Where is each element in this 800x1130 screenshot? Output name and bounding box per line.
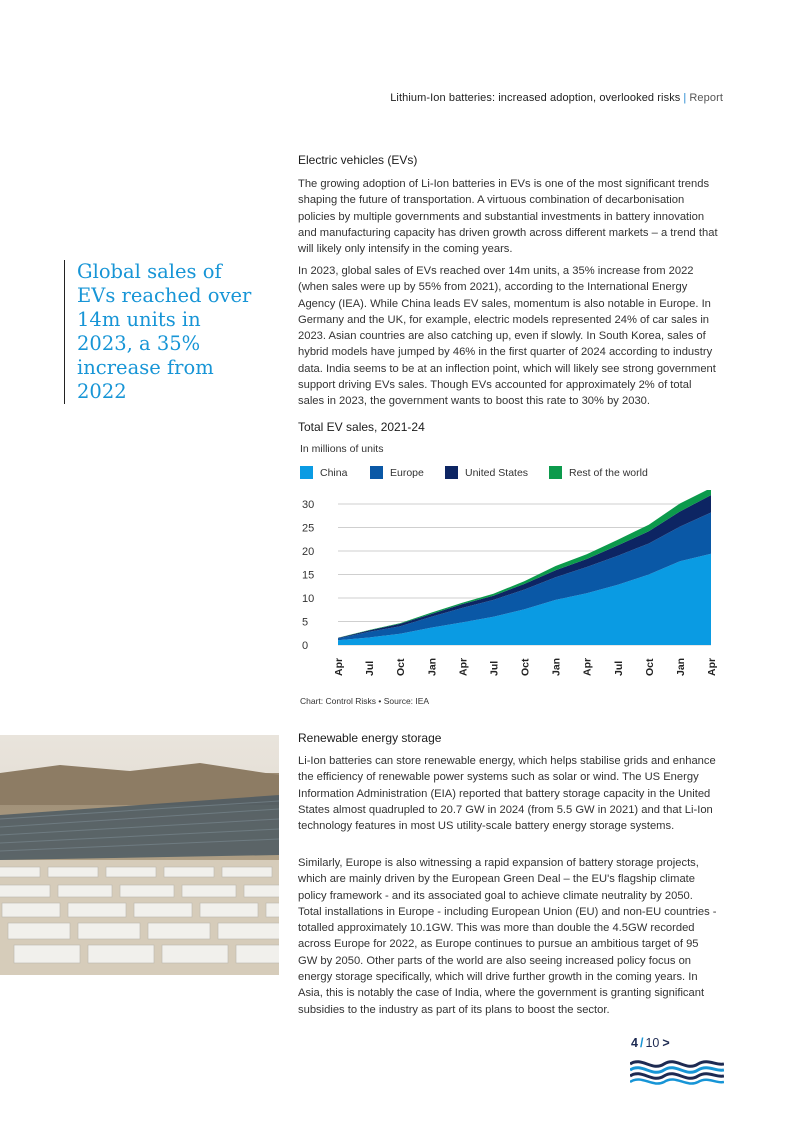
battery-container [78, 923, 140, 939]
x-axis-ticks [333, 658, 718, 676]
legend-item-europe [370, 466, 424, 479]
battery-container [58, 885, 112, 897]
y-tick-label: 15 [302, 569, 315, 582]
legend-swatch-china [300, 466, 313, 479]
x-tick-label: Oct [519, 658, 532, 676]
battery-container [0, 867, 40, 877]
x-tick-label: Apr [333, 657, 345, 676]
y-tick-label: 0 [302, 640, 309, 652]
x-tick-label: Jul [612, 660, 625, 676]
x-tick-label: Jul [364, 660, 377, 676]
legend-label-china: China [320, 466, 348, 479]
legend-swatch-europe [370, 466, 383, 479]
next-page-arrow[interactable]: > [662, 1036, 670, 1050]
total-pages: 10 [645, 1036, 660, 1050]
pull-quote: Global sales of EVs reached over 14m units in 2023, a 35% increase from 2022 [64, 260, 262, 404]
ev-paragraph-1: The growing adoption of Li-Ion batteries in EVs is one of the most significant trends shaping the future of transportation. A virtuous combination of decarbonisation policies by multiple governments and substantial investments in battery innovation and manufacturing capacity has driven growth across different markets – a trend that will likely only intensify in the coming years. [298, 178, 718, 256]
storage-paragraph-2: Similarly, Europe is also witnessing a rapid expansion of battery storage projects, which are mainly driven by the European Green Deal – the EU's flagship climate policy framework - and its associated goal to achieve climate neutrality by 2050. Total installations in Europe - including European Union (EU) and non-EU countries - totalled approximately 10.1GW. This was more than double the 4.5GW recorded across Europe for 2022, as Europe continues to pursue an ambitious target of 95 GW by 2050. Other parts of the world are also seeing increased policy focus on energy storage specifically, which will drive further growth in the coming years. In Asia, this is notably the case of India, where the government is granting significant subsidies to the industry as part of its plans to boost the sector. [298, 857, 717, 1016]
chart-legend [300, 466, 720, 482]
y-tick-label: 30 [302, 499, 315, 511]
battery-container [88, 945, 154, 963]
battery-container [14, 945, 80, 963]
y-tick-label: 10 [302, 593, 315, 605]
legend-swatch-united-states [445, 466, 458, 479]
x-tick-label: Jan [550, 657, 563, 676]
ev-sales-area-chart [290, 490, 730, 690]
x-tick-label: Apr [457, 657, 470, 676]
y-axis-ticks [302, 499, 314, 652]
battery-container [266, 903, 279, 917]
x-tick-label: Apr [581, 657, 594, 676]
battery-container [236, 945, 279, 963]
y-tick-label: 20 [302, 546, 315, 558]
page-slash: / [639, 1036, 644, 1050]
battery-container [244, 885, 279, 897]
storage-section-heading: Renewable energy storage [298, 731, 442, 745]
company-logo [630, 1058, 724, 1086]
battery-container [218, 923, 279, 939]
battery-container [200, 903, 258, 917]
battery-container [134, 903, 192, 917]
y-tick-label: 25 [302, 522, 315, 535]
legend-swatch-rest-of-world [549, 466, 562, 479]
page-number [631, 1036, 670, 1050]
y-tick-label: 5 [302, 616, 309, 629]
x-tick-label: Apr [706, 657, 718, 676]
running-header [390, 92, 723, 104]
battery-container [182, 885, 236, 897]
legend-item-united-states [445, 466, 528, 479]
legend-label-rest-of-world: Rest of the world [569, 466, 648, 479]
legend-label-europe: Europe [390, 466, 424, 479]
chart-unit-label: In millions of units [300, 443, 384, 455]
battery-container [106, 867, 156, 877]
current-page: 4 [631, 1036, 638, 1050]
battery-container [222, 867, 272, 877]
chart-title: Total EV sales, 2021-24 [298, 420, 425, 434]
battery-container [0, 885, 50, 897]
x-tick-label: Jul [488, 660, 501, 676]
chart-source: Chart: Control Risks • Source: IEA [300, 696, 430, 706]
battery-container [8, 923, 70, 939]
battery-container [120, 885, 174, 897]
legend-label-united-states: United States [465, 466, 529, 479]
x-tick-label: Oct [395, 658, 408, 676]
x-tick-label: Jan [426, 657, 439, 676]
x-tick-label: Jan [674, 657, 687, 676]
battery-container [48, 867, 98, 877]
battery-container [2, 903, 60, 917]
header-separator: | [683, 92, 687, 104]
storage-paragraph-1: Li-Ion batteries can store renewable energy, which helps stabilise grids and enhance the efficiency of renewable power systems such as solar or wind. The US Energy Information Administration (EIA) reported that battery storage capacity in the United States almost quadrupled to 20.7 GW in 2024 (from 5.5 GW in 2021) and that Li-Ion technology features in most US utility-scale battery energy storage systems. [298, 755, 716, 833]
report-title: Lithium-Ion batteries: increased adoption, overlooked risks [390, 92, 681, 104]
legend-item-china [300, 466, 347, 479]
battery-container [164, 867, 214, 877]
x-tick-label: Oct [643, 658, 656, 676]
battery-container [148, 923, 210, 939]
report-section-label: Report [689, 92, 723, 104]
ev-paragraph-2: In 2023, global sales of EVs reached over 14m units, a 35% increase from 2022 (when sales were up by 55% from 2021), according to the International Energy Agency (IEA). While China leads EV sales, momentum is also notable in Europe. In Germany and the UK, for example, electric models represented 24% of car sales in 2023. Asian countries are also catching up, even if slowly. In South Korea, sales of hybrid models have jumped by 46% in the first quarter of 2024 according to industry data. India seems to be at an inflection point, which will likely see strong government support driving EVs sales. Though EVs accounted for approximately 2% of total sales in 2023, the government wants to boost this rate to 30% by 2030. [298, 265, 716, 408]
battery-storage-site-photo [0, 735, 279, 975]
legend-item-rest-of-world [549, 466, 648, 479]
battery-container [162, 945, 228, 963]
ev-section-heading: Electric vehicles (EVs) [298, 153, 418, 167]
battery-container [68, 903, 126, 917]
